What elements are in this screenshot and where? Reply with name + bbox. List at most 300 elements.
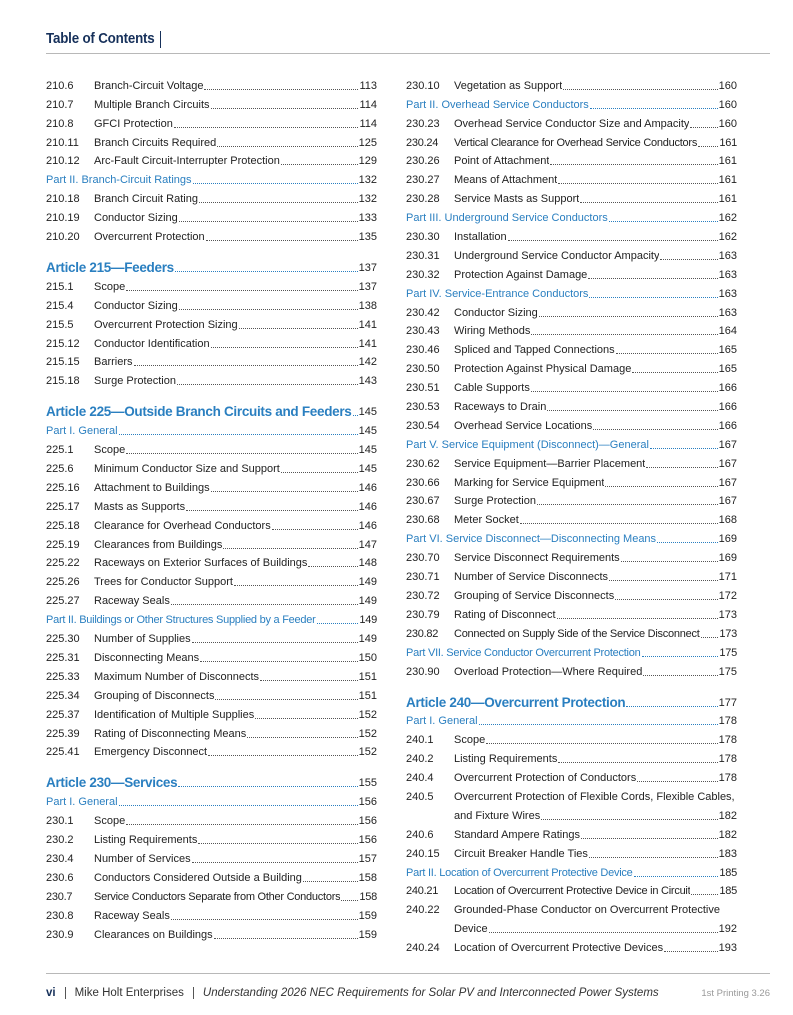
section-number: 230.72 bbox=[406, 589, 440, 602]
toc-entry[interactable] bbox=[406, 76, 737, 95]
section-title: Grouping of Disconnects bbox=[94, 689, 215, 702]
section-number: 230.32 bbox=[406, 268, 440, 281]
dot-leader bbox=[281, 164, 358, 165]
toc-entry[interactable] bbox=[46, 906, 377, 925]
toc-entry[interactable] bbox=[46, 189, 377, 208]
page-number: 167 bbox=[718, 457, 737, 470]
toc-entry[interactable] bbox=[406, 605, 737, 624]
dot-leader bbox=[214, 938, 358, 939]
section-title: Arc-Fault Circuit-Interrupter Protection bbox=[94, 155, 280, 168]
article-title: Article 240—Overcurrent Protection bbox=[406, 695, 626, 710]
toc-entry[interactable] bbox=[46, 227, 377, 246]
section-title: Clearances from Buildings bbox=[94, 538, 223, 551]
dot-leader bbox=[119, 434, 358, 435]
toc-entry[interactable] bbox=[46, 497, 377, 516]
section-title: Conductor Sizing bbox=[94, 299, 178, 312]
section-number: 225.41 bbox=[46, 746, 80, 759]
toc-entry[interactable] bbox=[406, 567, 737, 586]
section-number: 230.27 bbox=[406, 174, 440, 187]
page-number: 167 bbox=[718, 476, 737, 489]
toc-entry-continuation[interactable] bbox=[406, 806, 737, 825]
toc-entry[interactable] bbox=[46, 849, 377, 868]
dot-leader bbox=[643, 675, 717, 676]
part-title: Part I. General bbox=[406, 715, 478, 728]
toc-part-heading[interactable] bbox=[46, 610, 377, 629]
toc-entry[interactable] bbox=[46, 554, 377, 573]
page-number: 137 bbox=[358, 280, 377, 293]
toc-part-heading[interactable] bbox=[406, 712, 737, 731]
toc-entry[interactable] bbox=[46, 572, 377, 591]
dot-leader bbox=[193, 183, 358, 184]
page-number: 135 bbox=[358, 231, 377, 244]
section-number: 215.5 bbox=[46, 318, 74, 331]
page-number: 175 bbox=[719, 646, 737, 659]
toc-entry[interactable] bbox=[406, 265, 737, 284]
toc-entry[interactable] bbox=[406, 492, 737, 511]
section-title: Clearances on Buildings bbox=[94, 928, 213, 941]
page-number: 171 bbox=[718, 571, 737, 584]
section-title: Trees for Conductor Support bbox=[94, 576, 233, 589]
page-number: 169 bbox=[718, 552, 737, 565]
section-title: Underground Service Conductor Ampacity bbox=[454, 249, 660, 262]
part-title: Part I. General bbox=[46, 796, 118, 809]
toc-entry-continuation[interactable] bbox=[406, 919, 737, 938]
toc-entry[interactable] bbox=[46, 315, 377, 334]
page-number: 152 bbox=[358, 727, 377, 740]
page-number: 148 bbox=[358, 557, 377, 570]
section-number: 210.19 bbox=[46, 212, 80, 225]
toc-entry[interactable] bbox=[46, 114, 377, 133]
section-number: 225.27 bbox=[46, 595, 80, 608]
page-number: 164 bbox=[718, 325, 737, 338]
toc-entry[interactable] bbox=[46, 371, 377, 390]
dot-leader bbox=[609, 580, 718, 581]
section-title: Overcurrent Protection of Conductors bbox=[454, 772, 637, 785]
page-number: 173 bbox=[718, 608, 737, 621]
toc-entry[interactable] bbox=[406, 359, 737, 378]
section-number: 230.46 bbox=[406, 344, 440, 357]
page-number: 155 bbox=[358, 777, 377, 790]
section-title: Disconnecting Means bbox=[94, 651, 200, 664]
page-number: 114 bbox=[359, 117, 377, 130]
section-title: Marking for Service Equipment bbox=[454, 476, 605, 489]
section-title: Location of Overcurrent Protective Device in Circuit bbox=[454, 885, 691, 898]
section-number: 230.9 bbox=[46, 928, 74, 941]
section-title: Surge Protection bbox=[94, 375, 176, 388]
toc-entry[interactable] bbox=[406, 825, 737, 844]
toc-entry[interactable] bbox=[406, 473, 737, 492]
section-title: Rating of Disconnecting Means bbox=[94, 727, 247, 740]
page-number: 177 bbox=[718, 696, 737, 709]
dot-leader bbox=[192, 642, 358, 643]
toc-entry[interactable] bbox=[406, 133, 737, 152]
page-number: 129 bbox=[358, 155, 377, 168]
page-number: 142 bbox=[358, 356, 377, 369]
dot-leader bbox=[272, 529, 358, 530]
dot-leader bbox=[605, 486, 717, 487]
toc-entry[interactable] bbox=[406, 510, 737, 529]
page-number: 152 bbox=[358, 708, 377, 721]
page-number: 183 bbox=[718, 847, 737, 860]
toc-entry[interactable] bbox=[406, 303, 737, 322]
section-number: 225.26 bbox=[46, 576, 80, 589]
dot-leader bbox=[531, 391, 718, 392]
page-number: 161 bbox=[718, 193, 737, 206]
page-number: 178 bbox=[718, 772, 737, 785]
section-title: Wiring Methods bbox=[454, 325, 531, 338]
toc-entry[interactable] bbox=[406, 749, 737, 768]
toc-entry[interactable] bbox=[406, 378, 737, 397]
toc-entry[interactable] bbox=[46, 686, 377, 705]
page-number: 178 bbox=[718, 715, 737, 728]
page-number: 168 bbox=[718, 514, 737, 527]
toc-entry[interactable] bbox=[46, 76, 377, 95]
dot-leader bbox=[192, 862, 358, 863]
dot-leader bbox=[247, 737, 357, 738]
section-title: Overcurrent Protection of Flexible Cords, Flexible Cables, bbox=[454, 790, 735, 803]
dot-leader bbox=[178, 786, 357, 787]
dot-leader bbox=[650, 448, 718, 449]
toc-entry[interactable] bbox=[46, 208, 377, 227]
dot-leader bbox=[223, 548, 357, 549]
page-number: 113 bbox=[359, 79, 377, 92]
page-number: 166 bbox=[718, 401, 737, 414]
section-title: Emergency Disconnect bbox=[94, 746, 208, 759]
toc-entry[interactable] bbox=[406, 768, 737, 787]
page-number: 165 bbox=[718, 344, 737, 357]
section-number: 215.18 bbox=[46, 375, 80, 388]
toc-article-heading[interactable] bbox=[46, 397, 377, 421]
toc-entry[interactable] bbox=[406, 454, 737, 473]
page-number: 147 bbox=[358, 538, 377, 551]
dot-leader bbox=[634, 876, 719, 877]
page-number: 156 bbox=[358, 796, 377, 809]
section-number: 230.4 bbox=[46, 852, 74, 865]
page-number: 163 bbox=[718, 268, 737, 281]
section-number: 240.15 bbox=[406, 847, 440, 860]
toc-entry[interactable] bbox=[406, 624, 737, 643]
toc-entry[interactable] bbox=[46, 591, 377, 610]
dot-leader bbox=[281, 472, 358, 473]
dot-leader bbox=[590, 108, 718, 109]
toc-entry[interactable] bbox=[406, 416, 737, 435]
section-number: 230.6 bbox=[46, 871, 74, 884]
dot-leader bbox=[215, 699, 357, 700]
section-number: 230.66 bbox=[406, 476, 440, 489]
toc-entry[interactable] bbox=[406, 787, 737, 806]
toc-entry[interactable] bbox=[406, 548, 737, 567]
dot-leader bbox=[134, 365, 358, 366]
toc-entry[interactable] bbox=[46, 296, 377, 315]
part-title: Part V. Service Equipment (Disconnect)—General bbox=[406, 438, 649, 451]
toc-entry[interactable] bbox=[46, 133, 377, 152]
section-number: 225.34 bbox=[46, 689, 80, 702]
section-number: 240.24 bbox=[406, 942, 440, 955]
page-number: 159 bbox=[358, 928, 377, 941]
dot-leader bbox=[701, 637, 719, 638]
toc-entry[interactable] bbox=[406, 730, 737, 749]
section-number: 240.2 bbox=[406, 753, 434, 766]
toc-part-heading[interactable] bbox=[406, 863, 737, 882]
toc-entry[interactable] bbox=[406, 586, 737, 605]
section-number: 230.26 bbox=[406, 155, 440, 168]
section-title: Spliced and Tapped Connections bbox=[454, 344, 615, 357]
toc-right-column bbox=[406, 76, 737, 957]
dot-leader bbox=[211, 347, 358, 348]
toc-entry[interactable] bbox=[46, 724, 377, 743]
dot-leader bbox=[557, 618, 718, 619]
page-number: 145 bbox=[358, 406, 377, 419]
toc-entry[interactable] bbox=[406, 322, 737, 341]
article-title: Article 215—Feeders bbox=[46, 261, 174, 276]
section-number: 230.62 bbox=[406, 457, 440, 470]
section-number: 230.10 bbox=[406, 79, 440, 92]
section-title: Service Conductors Separate from Other Conductors bbox=[94, 890, 341, 903]
section-title: Means of Attachment bbox=[454, 174, 558, 187]
page-number: 193 bbox=[718, 942, 737, 955]
section-number: 230.68 bbox=[406, 514, 440, 527]
toc-article-heading[interactable] bbox=[46, 253, 377, 277]
toc-entry[interactable] bbox=[46, 705, 377, 724]
toc-entry[interactable] bbox=[46, 459, 377, 478]
part-title: Part II. Buildings or Other Structures Supplied by a Feeder bbox=[46, 614, 316, 627]
header-divider bbox=[160, 31, 161, 48]
dot-leader bbox=[204, 89, 358, 90]
section-number: 230.30 bbox=[406, 231, 440, 244]
toc-entry[interactable] bbox=[406, 152, 737, 171]
toc-entry[interactable] bbox=[406, 882, 737, 901]
toc-entry[interactable] bbox=[46, 152, 377, 171]
toc-part-heading[interactable] bbox=[406, 95, 737, 114]
section-title: Scope bbox=[94, 815, 126, 828]
toc-entry[interactable] bbox=[46, 478, 377, 497]
dot-leader bbox=[186, 510, 358, 511]
section-title: Identification of Multiple Supplies bbox=[94, 708, 255, 721]
dot-leader bbox=[616, 353, 718, 354]
section-title: Connected on Supply Side of the Service Disconnect bbox=[454, 627, 700, 640]
toc-entry[interactable] bbox=[46, 887, 377, 906]
part-title: Part III. Underground Service Conductors bbox=[406, 212, 608, 225]
toc-entry[interactable] bbox=[46, 334, 377, 353]
toc-entry[interactable] bbox=[406, 227, 737, 246]
section-title: Grouping of Service Disconnects bbox=[454, 589, 615, 602]
section-title: Branch Circuit Rating bbox=[94, 193, 198, 206]
toc-entry[interactable] bbox=[406, 114, 737, 133]
part-title: Part II. Branch-Circuit Ratings bbox=[46, 174, 192, 187]
toc-entry[interactable] bbox=[46, 516, 377, 535]
dot-leader bbox=[174, 127, 359, 128]
page-number: 162 bbox=[718, 231, 737, 244]
section-number: 225.1 bbox=[46, 444, 74, 457]
toc-entry[interactable] bbox=[406, 170, 737, 189]
page-number: 141 bbox=[358, 318, 377, 331]
section-title: Listing Requirements bbox=[454, 753, 558, 766]
section-title: Surge Protection bbox=[454, 495, 536, 508]
section-number: 225.17 bbox=[46, 500, 80, 513]
section-number: 215.4 bbox=[46, 299, 74, 312]
toc-part-heading[interactable] bbox=[406, 529, 737, 548]
toc-part-heading[interactable] bbox=[406, 643, 737, 662]
footer-page-number: vi bbox=[46, 987, 56, 999]
section-title: Standard Ampere Ratings bbox=[454, 828, 580, 841]
section-title: Overcurrent Protection Sizing bbox=[94, 318, 238, 331]
section-title: Cable Supports bbox=[454, 382, 530, 395]
section-number: 215.12 bbox=[46, 337, 80, 350]
section-number: 240.1 bbox=[406, 734, 434, 747]
dot-leader bbox=[698, 146, 718, 147]
page-number: 133 bbox=[358, 212, 377, 225]
page-number: 161 bbox=[718, 155, 737, 168]
section-number: 230.28 bbox=[406, 193, 440, 206]
toc-entry[interactable] bbox=[406, 189, 737, 208]
section-number: 230.90 bbox=[406, 665, 440, 678]
toc-part-heading[interactable] bbox=[406, 208, 737, 227]
section-title: Branch Circuits Required bbox=[94, 136, 217, 149]
dot-leader bbox=[179, 221, 358, 222]
dot-leader bbox=[646, 467, 717, 468]
dot-leader bbox=[171, 919, 358, 920]
part-title: Part II. Location of Overcurrent Protective Device bbox=[406, 866, 633, 879]
section-number: 230.42 bbox=[406, 306, 440, 319]
page-number: 159 bbox=[358, 909, 377, 922]
toc-entry[interactable] bbox=[46, 535, 377, 554]
section-title: Conductor Identification bbox=[94, 337, 210, 350]
dot-leader bbox=[588, 278, 717, 279]
dot-leader bbox=[593, 429, 717, 430]
section-title: Point of Attachment bbox=[454, 155, 550, 168]
section-number: 230.2 bbox=[46, 834, 74, 847]
dot-leader bbox=[198, 843, 357, 844]
page-number: 152 bbox=[358, 746, 377, 759]
dot-leader bbox=[126, 453, 357, 454]
page-number: 156 bbox=[358, 834, 377, 847]
page-number: 163 bbox=[718, 249, 737, 262]
toc-entry[interactable] bbox=[46, 868, 377, 887]
toc-part-heading[interactable] bbox=[406, 435, 737, 454]
section-title: Protection Against Physical Damage bbox=[454, 363, 632, 376]
toc-entry[interactable] bbox=[406, 662, 737, 681]
section-title: Conductor Sizing bbox=[454, 306, 538, 319]
dot-leader bbox=[664, 951, 718, 952]
dot-leader bbox=[537, 504, 718, 505]
page-number: 158 bbox=[358, 871, 377, 884]
section-title: Overcurrent Protection bbox=[94, 231, 205, 244]
page-number: 146 bbox=[358, 481, 377, 494]
page-number: 145 bbox=[358, 444, 377, 457]
toc-entry[interactable] bbox=[46, 95, 377, 114]
part-title: Part II. Overhead Service Conductors bbox=[406, 98, 589, 111]
dot-leader bbox=[563, 89, 717, 90]
section-title: Raceways to Drain bbox=[454, 401, 547, 414]
section-number: 230.82 bbox=[406, 627, 439, 640]
section-title: Vegetation as Support bbox=[454, 79, 563, 92]
section-number: 210.6 bbox=[46, 79, 74, 92]
dot-leader bbox=[642, 656, 719, 657]
section-number: 225.6 bbox=[46, 463, 74, 476]
part-title: Part VI. Service Disconnect—Disconnecting Means bbox=[406, 533, 657, 546]
toc-part-heading[interactable] bbox=[46, 170, 377, 189]
page-header-title: Table of Contents bbox=[46, 31, 155, 47]
toc-part-heading[interactable] bbox=[46, 792, 377, 811]
toc-entry[interactable] bbox=[406, 246, 737, 265]
section-title: Scope bbox=[454, 734, 486, 747]
toc-entry[interactable] bbox=[406, 900, 737, 919]
toc-entry[interactable] bbox=[46, 440, 377, 459]
footer-company: Mike Holt Enterprises bbox=[74, 987, 184, 999]
toc-entry[interactable] bbox=[46, 667, 377, 686]
dot-leader bbox=[353, 415, 358, 416]
toc-entry[interactable] bbox=[406, 938, 737, 957]
dot-leader bbox=[200, 661, 357, 662]
section-title: Overhead Service Conductor Size and Ampacity bbox=[454, 117, 690, 130]
toc-entry[interactable] bbox=[406, 844, 737, 863]
page-number: 185 bbox=[719, 885, 737, 898]
section-title: Raceway Seals bbox=[94, 909, 170, 922]
toc-entry[interactable] bbox=[46, 811, 377, 830]
toc-part-heading[interactable] bbox=[406, 284, 737, 303]
page-number: 114 bbox=[359, 98, 377, 111]
dot-leader bbox=[206, 240, 358, 241]
dot-leader bbox=[626, 706, 717, 707]
dot-leader bbox=[486, 743, 717, 744]
dot-leader bbox=[632, 372, 717, 373]
dot-leader bbox=[609, 221, 718, 222]
toc-entry[interactable] bbox=[406, 340, 737, 359]
toc-entry[interactable] bbox=[46, 353, 377, 372]
page-number: 162 bbox=[718, 212, 737, 225]
section-number: 225.37 bbox=[46, 708, 80, 721]
dot-leader bbox=[260, 680, 358, 681]
toc-part-heading[interactable] bbox=[46, 421, 377, 440]
article-title: Article 230—Services bbox=[46, 776, 178, 791]
page-number: 160 bbox=[718, 79, 737, 92]
section-title: Maximum Number of Disconnects bbox=[94, 670, 260, 683]
toc-article-heading[interactable] bbox=[46, 768, 377, 792]
toc-entry[interactable] bbox=[46, 277, 377, 296]
toc-entry[interactable] bbox=[46, 830, 377, 849]
toc-article-heading[interactable] bbox=[406, 688, 737, 712]
page-number: 178 bbox=[718, 734, 737, 747]
dot-leader bbox=[308, 566, 357, 567]
section-number: 240.5 bbox=[406, 790, 434, 803]
dot-leader bbox=[177, 384, 358, 385]
toc-entry[interactable] bbox=[406, 397, 737, 416]
section-number: 225.30 bbox=[46, 633, 80, 646]
page-number: 125 bbox=[358, 136, 377, 149]
section-title: Installation bbox=[454, 231, 507, 244]
page-number: 132 bbox=[358, 193, 377, 206]
section-number: 230.50 bbox=[406, 363, 440, 376]
toc-entry[interactable] bbox=[46, 925, 377, 944]
section-number: 225.18 bbox=[46, 519, 80, 532]
toc-entry[interactable] bbox=[46, 648, 377, 667]
section-number: 230.1 bbox=[46, 815, 74, 828]
page-number: 149 bbox=[358, 633, 377, 646]
section-number: 230.67 bbox=[406, 495, 440, 508]
section-number: 230.54 bbox=[406, 419, 440, 432]
section-number: 225.19 bbox=[46, 538, 80, 551]
toc-entry[interactable] bbox=[46, 743, 377, 762]
section-number: 210.18 bbox=[46, 193, 80, 206]
toc-entry[interactable] bbox=[46, 629, 377, 648]
page-number: 137 bbox=[358, 262, 377, 275]
section-title: Service Disconnect Requirements bbox=[454, 552, 620, 565]
dot-leader bbox=[550, 164, 717, 165]
page-number: 167 bbox=[718, 495, 737, 508]
page-number: 185 bbox=[719, 866, 737, 879]
dot-leader bbox=[615, 599, 717, 600]
page-number: 161 bbox=[718, 174, 737, 187]
